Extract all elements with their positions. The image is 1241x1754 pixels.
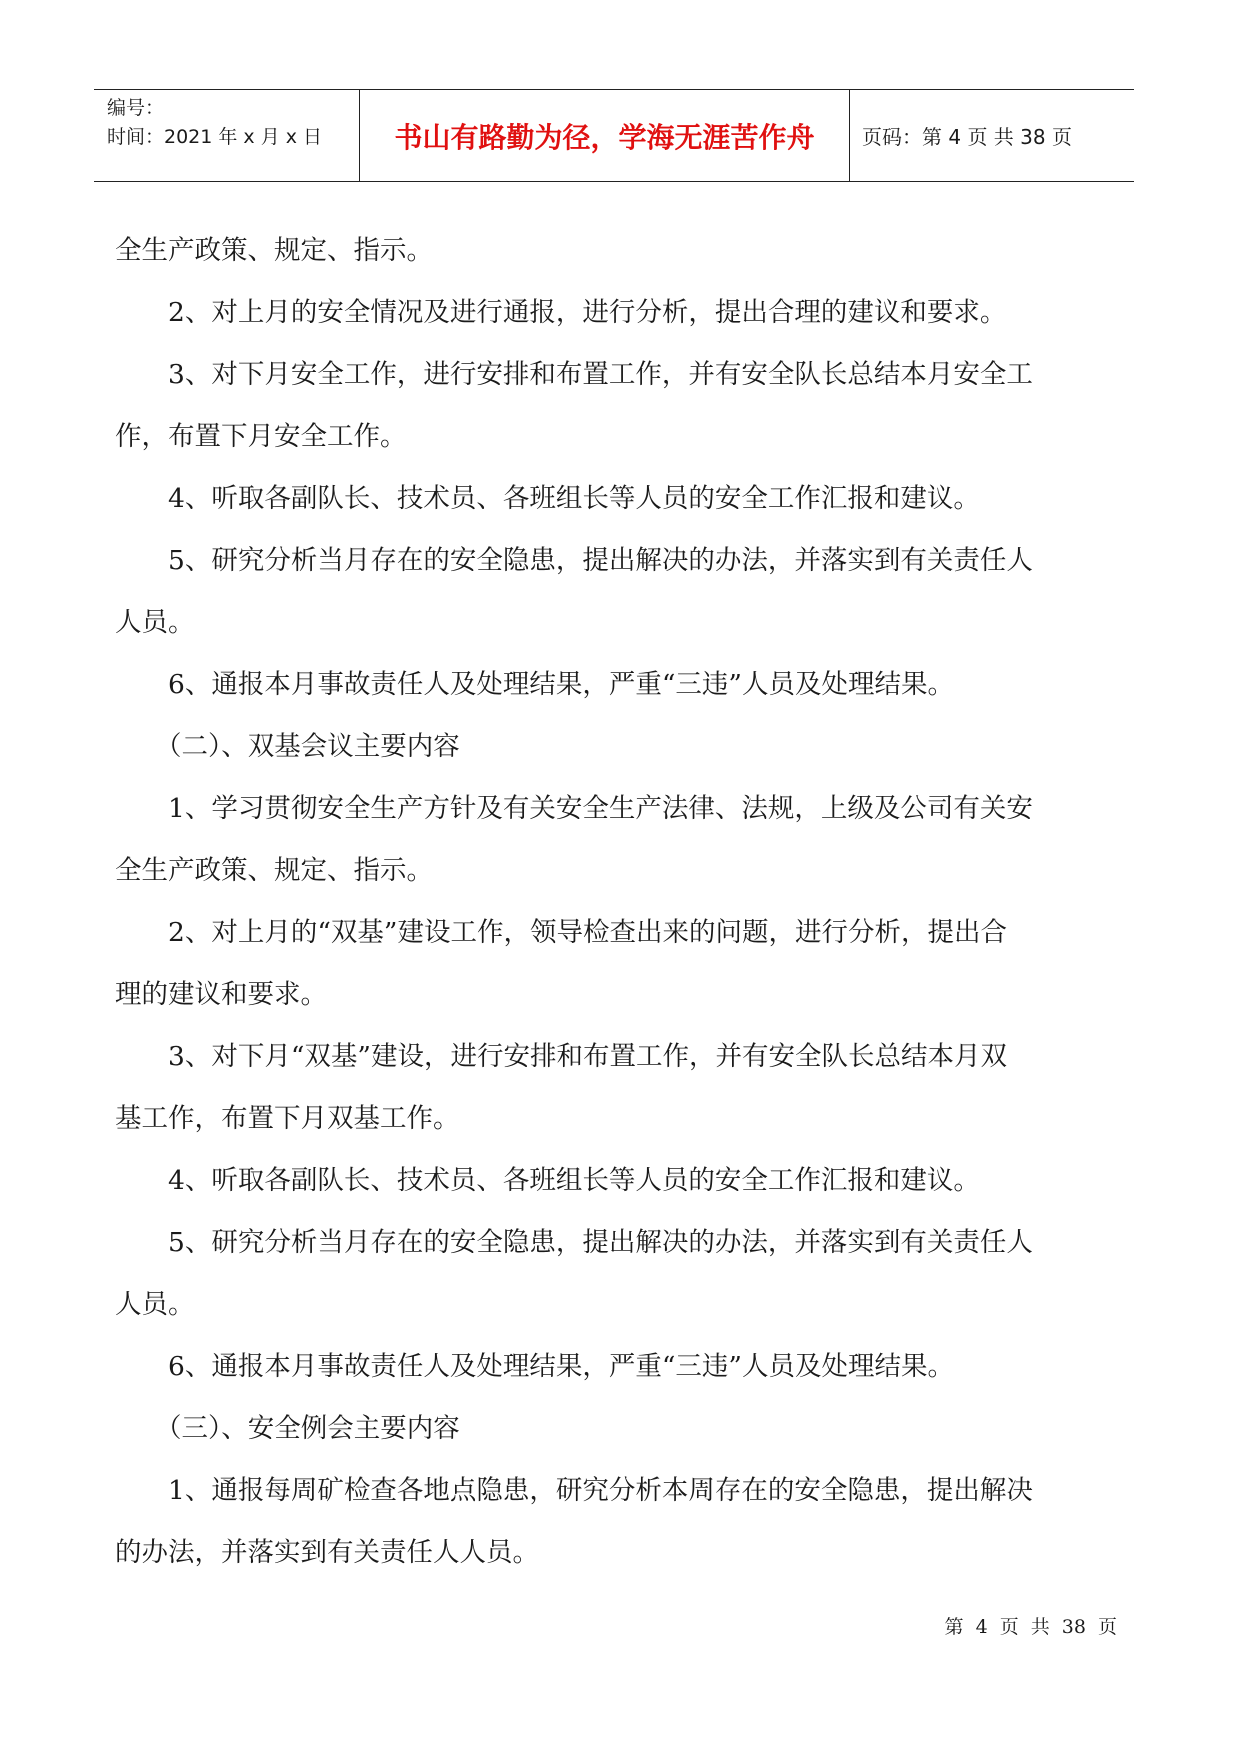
paragraph-line: 3、对下月安全工作，进行安排和布置工作，并有安全队长总结本月安全工 — [168, 359, 1033, 390]
paragraph-line: 基工作，布置下月双基工作。 — [115, 1103, 460, 1134]
section-heading: （二）、双基会议主要内容 — [155, 731, 460, 762]
document-body — [115, 220, 1120, 1584]
paragraph-line: 4、听取各副队长、技术员、各班组长等人员的安全工作汇报和建议。 — [168, 1165, 980, 1196]
paragraph-line: 的办法，并落实到有关责任人人员。 — [115, 1537, 539, 1568]
document-number: 编号： — [107, 97, 165, 119]
paragraph-line: 5、研究分析当月存在的安全隐患，提出解决的办法，并落实到有关责任人 — [168, 545, 1033, 576]
paragraph-line: 3、对下月“双基”建设，进行安排和布置工作，并有安全队长总结本月双 — [168, 1041, 1007, 1072]
paragraph-line: 4、听取各副队长、技术员、各班组长等人员的安全工作汇报和建议。 — [168, 483, 980, 514]
page-footer: 第 4 页 共 38 页 — [944, 1616, 1117, 1638]
header-page-info: 页码：第 4 页 共 38 页 — [862, 125, 1072, 149]
paragraph-line: 1、通报每周矿检查各地点隐患，研究分析本周存在的安全隐患，提出解决 — [168, 1475, 1033, 1506]
header-motto: 书山有路勤为径，学海无涯苦作舟 — [360, 90, 850, 181]
paragraph-line: 6、通报本月事故责任人及处理结果，严重“三违”人员及处理结果。 — [168, 1351, 954, 1382]
paragraph-line: 2、对上月的“双基”建设工作，领导检查出来的问题，进行分析，提出合 — [168, 917, 1007, 948]
paragraph-line: 2、对上月的安全情况及进行通报，进行分析，提出合理的建议和要求。 — [168, 297, 1007, 328]
paragraph-line: 6、通报本月事故责任人及处理结果，严重“三违”人员及处理结果。 — [168, 669, 954, 700]
page-header — [94, 89, 1134, 182]
header-meta-cell — [94, 90, 360, 181]
paragraph-line: 全生产政策、规定、指示。 — [115, 235, 433, 266]
paragraph-line: 5、研究分析当月存在的安全隐患，提出解决的办法，并落实到有关责任人 — [168, 1227, 1033, 1258]
document-time: 时间：2021 年 x 月 x 日 — [107, 126, 323, 148]
paragraph-line: 人员。 — [115, 607, 195, 638]
paragraph-line: 1、学习贯彻安全生产方针及有关安全生产法律、法规，上级及公司有关安 — [168, 793, 1033, 824]
section-heading: （三）、安全例会主要内容 — [155, 1413, 460, 1444]
paragraph-line: 作，布置下月安全工作。 — [115, 421, 407, 452]
paragraph-line: 理的建议和要求。 — [115, 979, 327, 1010]
paragraph-line: 全生产政策、规定、指示。 — [115, 855, 433, 886]
paragraph-line: 人员。 — [115, 1289, 195, 1320]
